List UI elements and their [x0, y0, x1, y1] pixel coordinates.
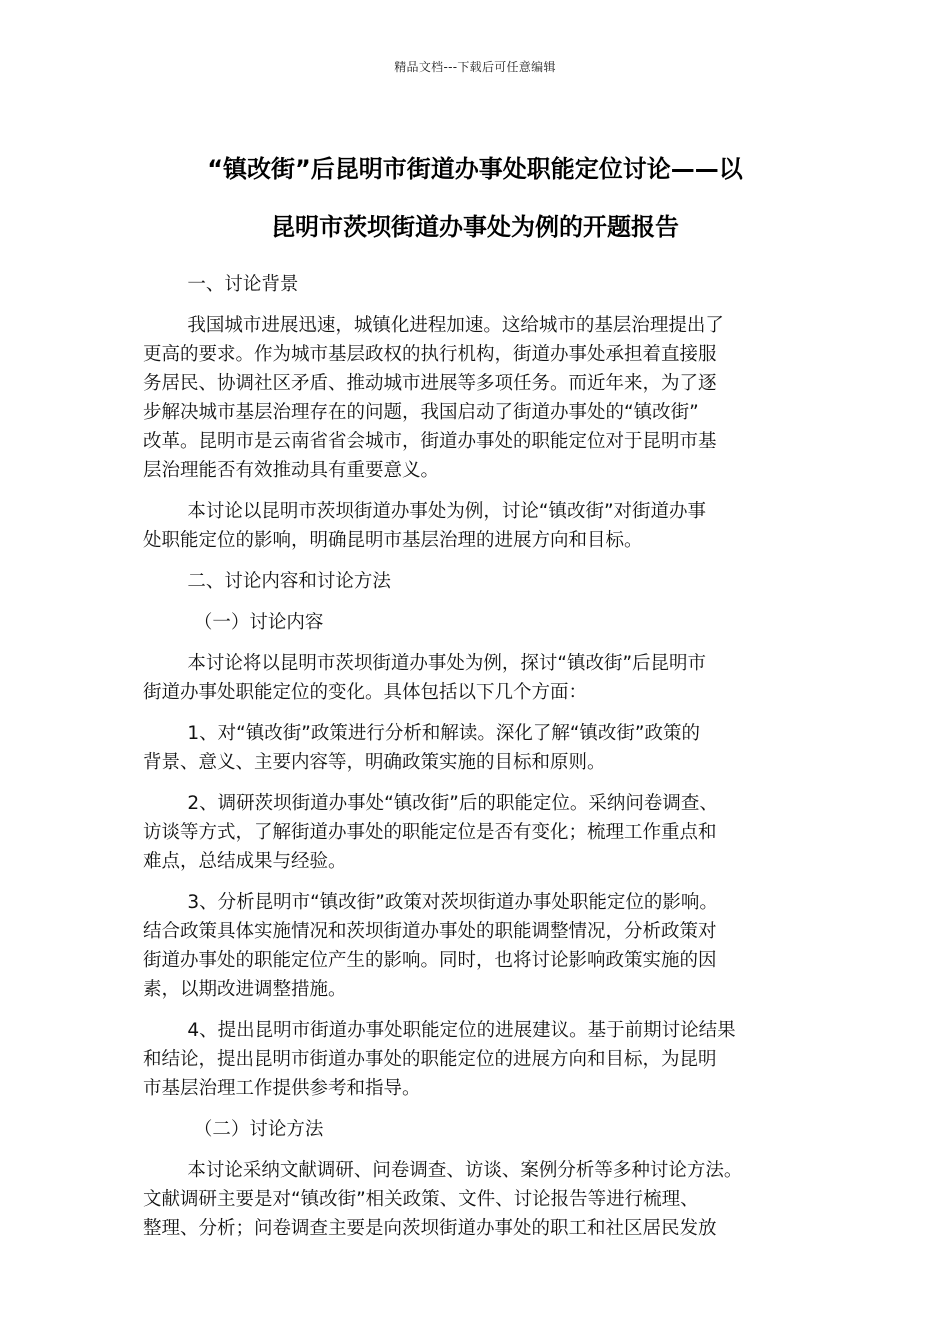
- list-item-4: 4、提出昆明市街道办事处职能定位的进展建议。基于前期讨论结果 和结论，提出昆明市街道办事处的职能定位的进展方向和目标，为昆明 市基层治理工作提供参考和指导。: [143, 1020, 736, 1099]
- paragraph-purpose: 本讨论以昆明市茨坝街道办事处为例，讨论“镇改街”对街道办事 处职能定位的影响，明确昆明市基层治理的进展方向和目标。: [143, 501, 707, 551]
- subsection-heading-method: （二）讨论方法: [193, 1119, 324, 1140]
- title-line-2: 昆明市茨坝街道办事处为例的开题报告: [271, 213, 679, 241]
- paragraph-content-intro: 本讨论将以昆明市茨坝街道办事处为例，探讨“镇改街”后昆明市 街道办事处职能定位的变化。具体包括以下几个方面：: [143, 653, 707, 703]
- paragraph-background: 我国城市进展迅速，城镇化进程加速。这给城市的基层治理提出了 更高的要求。作为城市基层政权的执行机构，街道办事处承担着直接服 务居民、协调社区矛盾、推动城市进展等多项任务。而近年来，为了逐 步解决城市基层治理存在的问题，我国启动了街道办事处的“镇改街” 改革。昆明市是云南省省会城市，街道办事处的职能定位对于昆明市基 层治理能否有效推动具有重要意义。: [143, 315, 724, 481]
- title-line-1: “镇改街”后昆明市街道办事处职能定位讨论——以: [207, 155, 743, 183]
- list-item-3: 3、分析昆明市“镇改街”政策对茨坝街道办事处职能定位的影响。 结合政策具体实施情况和茨坝街道办事处的职能调整情况，分析政策对 街道办事处的职能定位产生的影响。同时，也将讨论影响政策实施的因 素，以期改进调整措施。: [143, 892, 718, 1000]
- document-body: [143, 270, 807, 1255]
- header-note: 精品文档---下载后可任意编辑: [394, 60, 556, 74]
- paragraph-methods: 本讨论采纳文献调研、问卷调查、访谈、案例分析等多种讨论方法。 文献调研主要是对“镇改街”相关政策、文件、讨论报告等进行梳理、 整理、分析；问卷调查主要是向茨坝街道办事处的职工和社区居民发放: [143, 1160, 743, 1239]
- document-title: [130, 140, 820, 256]
- list-item-1: 1、对“镇改街”政策进行分析和解读。深化了解“镇改街”政策的 背景、意义、主要内容等，明确政策实施的目标和原则。: [143, 723, 701, 773]
- subsection-heading-content: （一）讨论内容: [193, 612, 324, 633]
- section-heading-content-method: 二、讨论内容和讨论方法: [187, 571, 391, 592]
- list-item-2: 2、调研茨坝街道办事处“镇改街”后的职能定位。采纳问卷调查、 访谈等方式，了解街道办事处的职能定位是否有变化；梳理工作重点和 难点，总结成果与经验。: [143, 793, 718, 872]
- section-heading-background: 一、讨论背景: [187, 274, 299, 295]
